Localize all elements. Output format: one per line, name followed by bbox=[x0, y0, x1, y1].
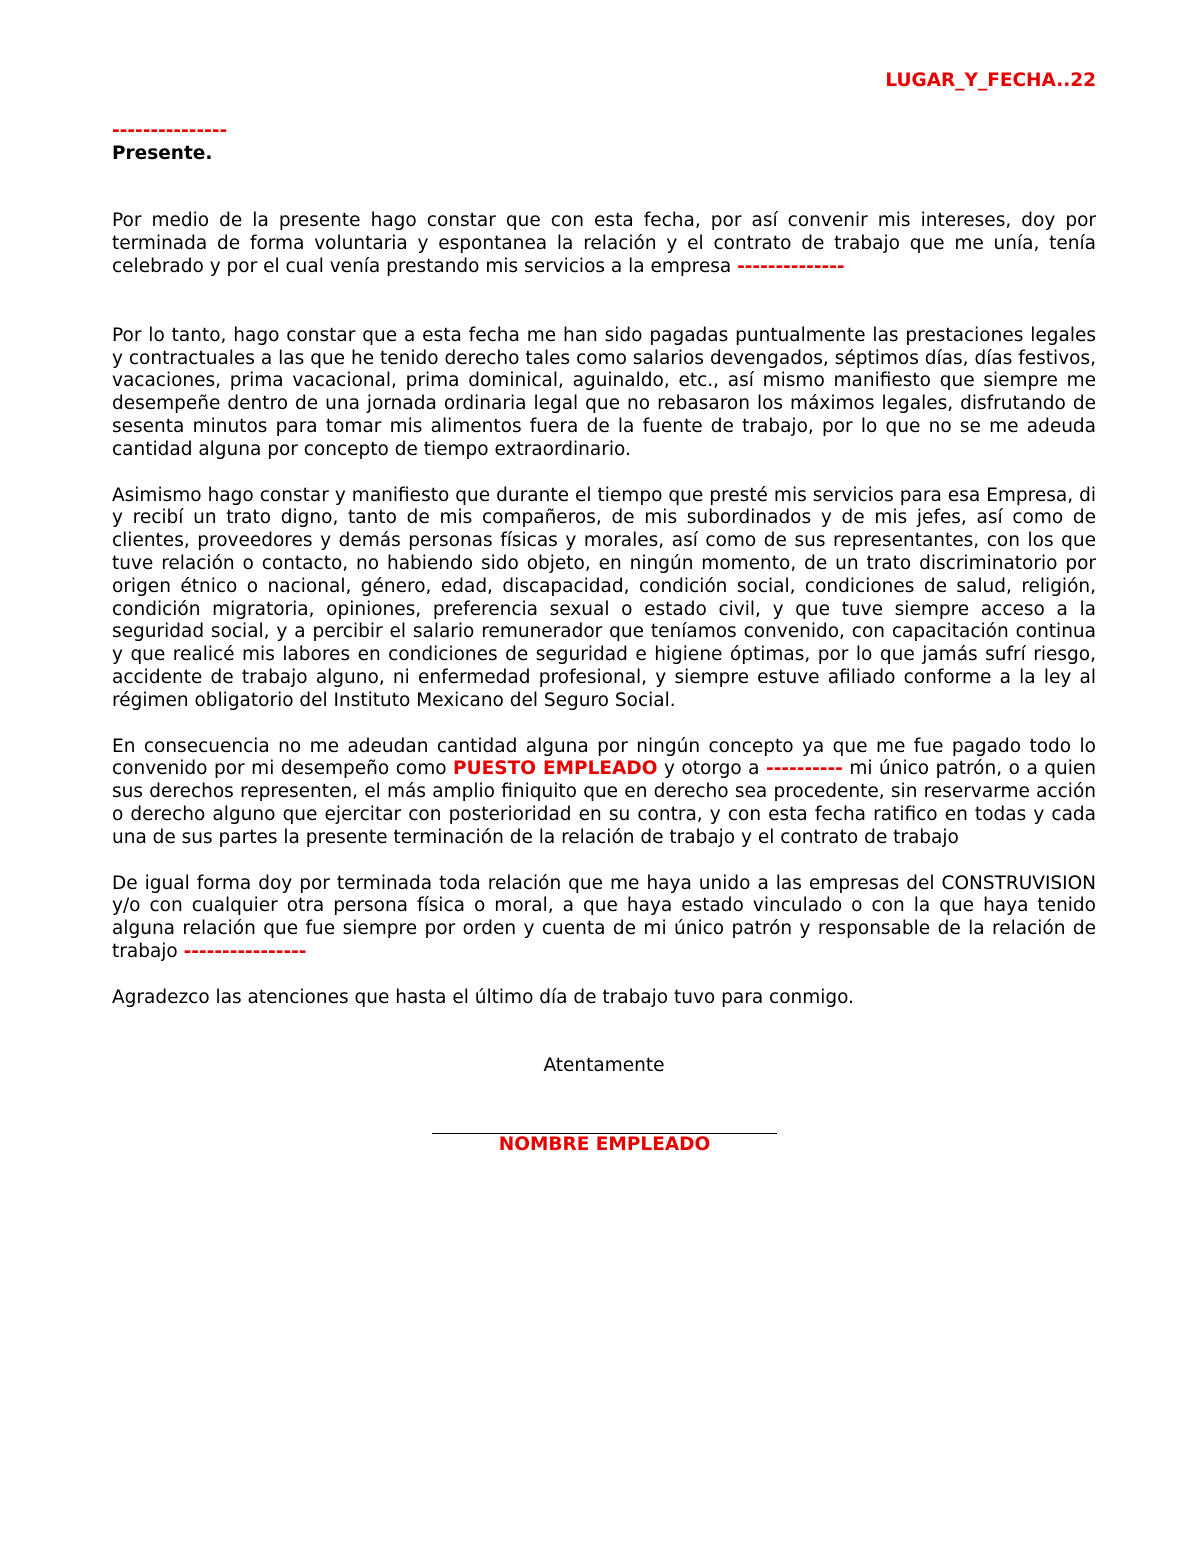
place-date: LUGAR_Y_FECHA..22 bbox=[885, 70, 1096, 91]
paragraph-other-relations bbox=[112, 873, 1096, 964]
paragraph-text: De igual forma doy por terminada toda relación que me haya unido a las empresas del CONSTRUVISION y/o con cualquier otra persona física o moral, a que haya estado vinculado o con la que haya tenido alguna relación que fue siempre por orden y cuenta de mi único patrón y responsable de la relación de trabajo bbox=[112, 872, 1096, 962]
employer-placeholder: ---------- bbox=[766, 758, 843, 780]
paragraph-payments bbox=[112, 325, 1096, 462]
paragraph-settlement bbox=[112, 736, 1096, 850]
paragraph-text: Por medio de la presente hago constar que con esta fecha, por así convenir mis intereses, doy por terminada de forma voluntaria y espontanea la relación y el contrato de trabajo que me unía, tenía celebrado y por el cual venía prestando mis servicios a la empresa bbox=[112, 210, 1096, 277]
paragraph-text: y otorgo a bbox=[657, 758, 767, 780]
paragraph-treatment bbox=[112, 485, 1096, 713]
paragraph-text: Agradezco las atenciones que hasta el último día de trabajo tuvo para conmigo. bbox=[112, 986, 855, 1008]
valediction: Atentamente bbox=[543, 1054, 665, 1076]
paragraph-text: mi único patrón, o a quien sus derechos representen, el más amplio finiquito que en derecho sea procedente, sin reservarme acción o derecho alguno que ejercitar con posterioridad en su contra, y con esta fecha ratifico en todas y cada una de sus partes la presente terminación de la relación de trabajo y el contrato de trabajo bbox=[112, 758, 1097, 848]
paragraph-text: Asimismo hago constar y manifiesto que durante el tiempo que presté mis servicios para esa Empresa, di y recibí un trato digno, tanto de mis compañeros, de mis subordinados y de mis jefes, así como de clientes, proveedores y demás personas físicas y morales, así como de sus representantes, con los que tuve relación o contacto, no habiendo sido objeto, en ningún momento, de un trato discriminatorio por origen étnico o nacional, género, edad, discapacidad, condición social, condiciones de salud, religión, condición migratoria, opiniones, preferencia sexual o estado civil, y que tuve siempre acceso a la seguridad social, y a percibir el salario remunerador que teníamos convenido, con capacitación continua y que realicé mis labores en condiciones de seguridad e higiene óptimas, por lo que jamás sufrí riesgo, accidente de trabajo alguno, ni enfermedad profesional, y siempre estuve afiliado conforme a la ley al régimen obligatorio del Instituto Mexicano del Seguro Social. bbox=[112, 484, 1096, 711]
responsible-placeholder: ---------------- bbox=[183, 940, 307, 962]
recipient-placeholder: --------------- bbox=[112, 119, 228, 141]
paragraph-text: Por lo tanto, hago constar que a esta fecha me han sido pagadas puntualmente las prestaciones legales y contractuales a las que he tenido derecho tales como salarios devengados, séptimos días, días festivos, vacaciones, prima vacacional, prima dominical, aguinaldo, etc., así mismo manifiesto que siempre me desempeñe dentro de una jornada ordinaria legal que no rebasaron los máximos legales, disfrutando de sesenta minutos para tomar mis alimentos fuera de la fuente de trabajo, por lo que no se me adeuda cantidad alguna por concepto de tiempo extraordinario. bbox=[112, 324, 1096, 460]
paragraph-thanks bbox=[112, 987, 1096, 1010]
letter bbox=[112, 70, 1096, 1157]
paragraph-text: En consecuencia no me adeudan cantidad alguna por ningún concepto ya que me fue pagado todo lo convenido por mi desempeño como bbox=[112, 735, 1096, 780]
position-placeholder: PUESTO EMPLEADO bbox=[453, 758, 658, 780]
signature-name: NOMBRE EMPLEADO bbox=[498, 1134, 711, 1156]
company-placeholder: -------------- bbox=[737, 255, 845, 277]
paragraph-resignation bbox=[112, 210, 1096, 278]
salutation: Presente. bbox=[112, 142, 213, 164]
